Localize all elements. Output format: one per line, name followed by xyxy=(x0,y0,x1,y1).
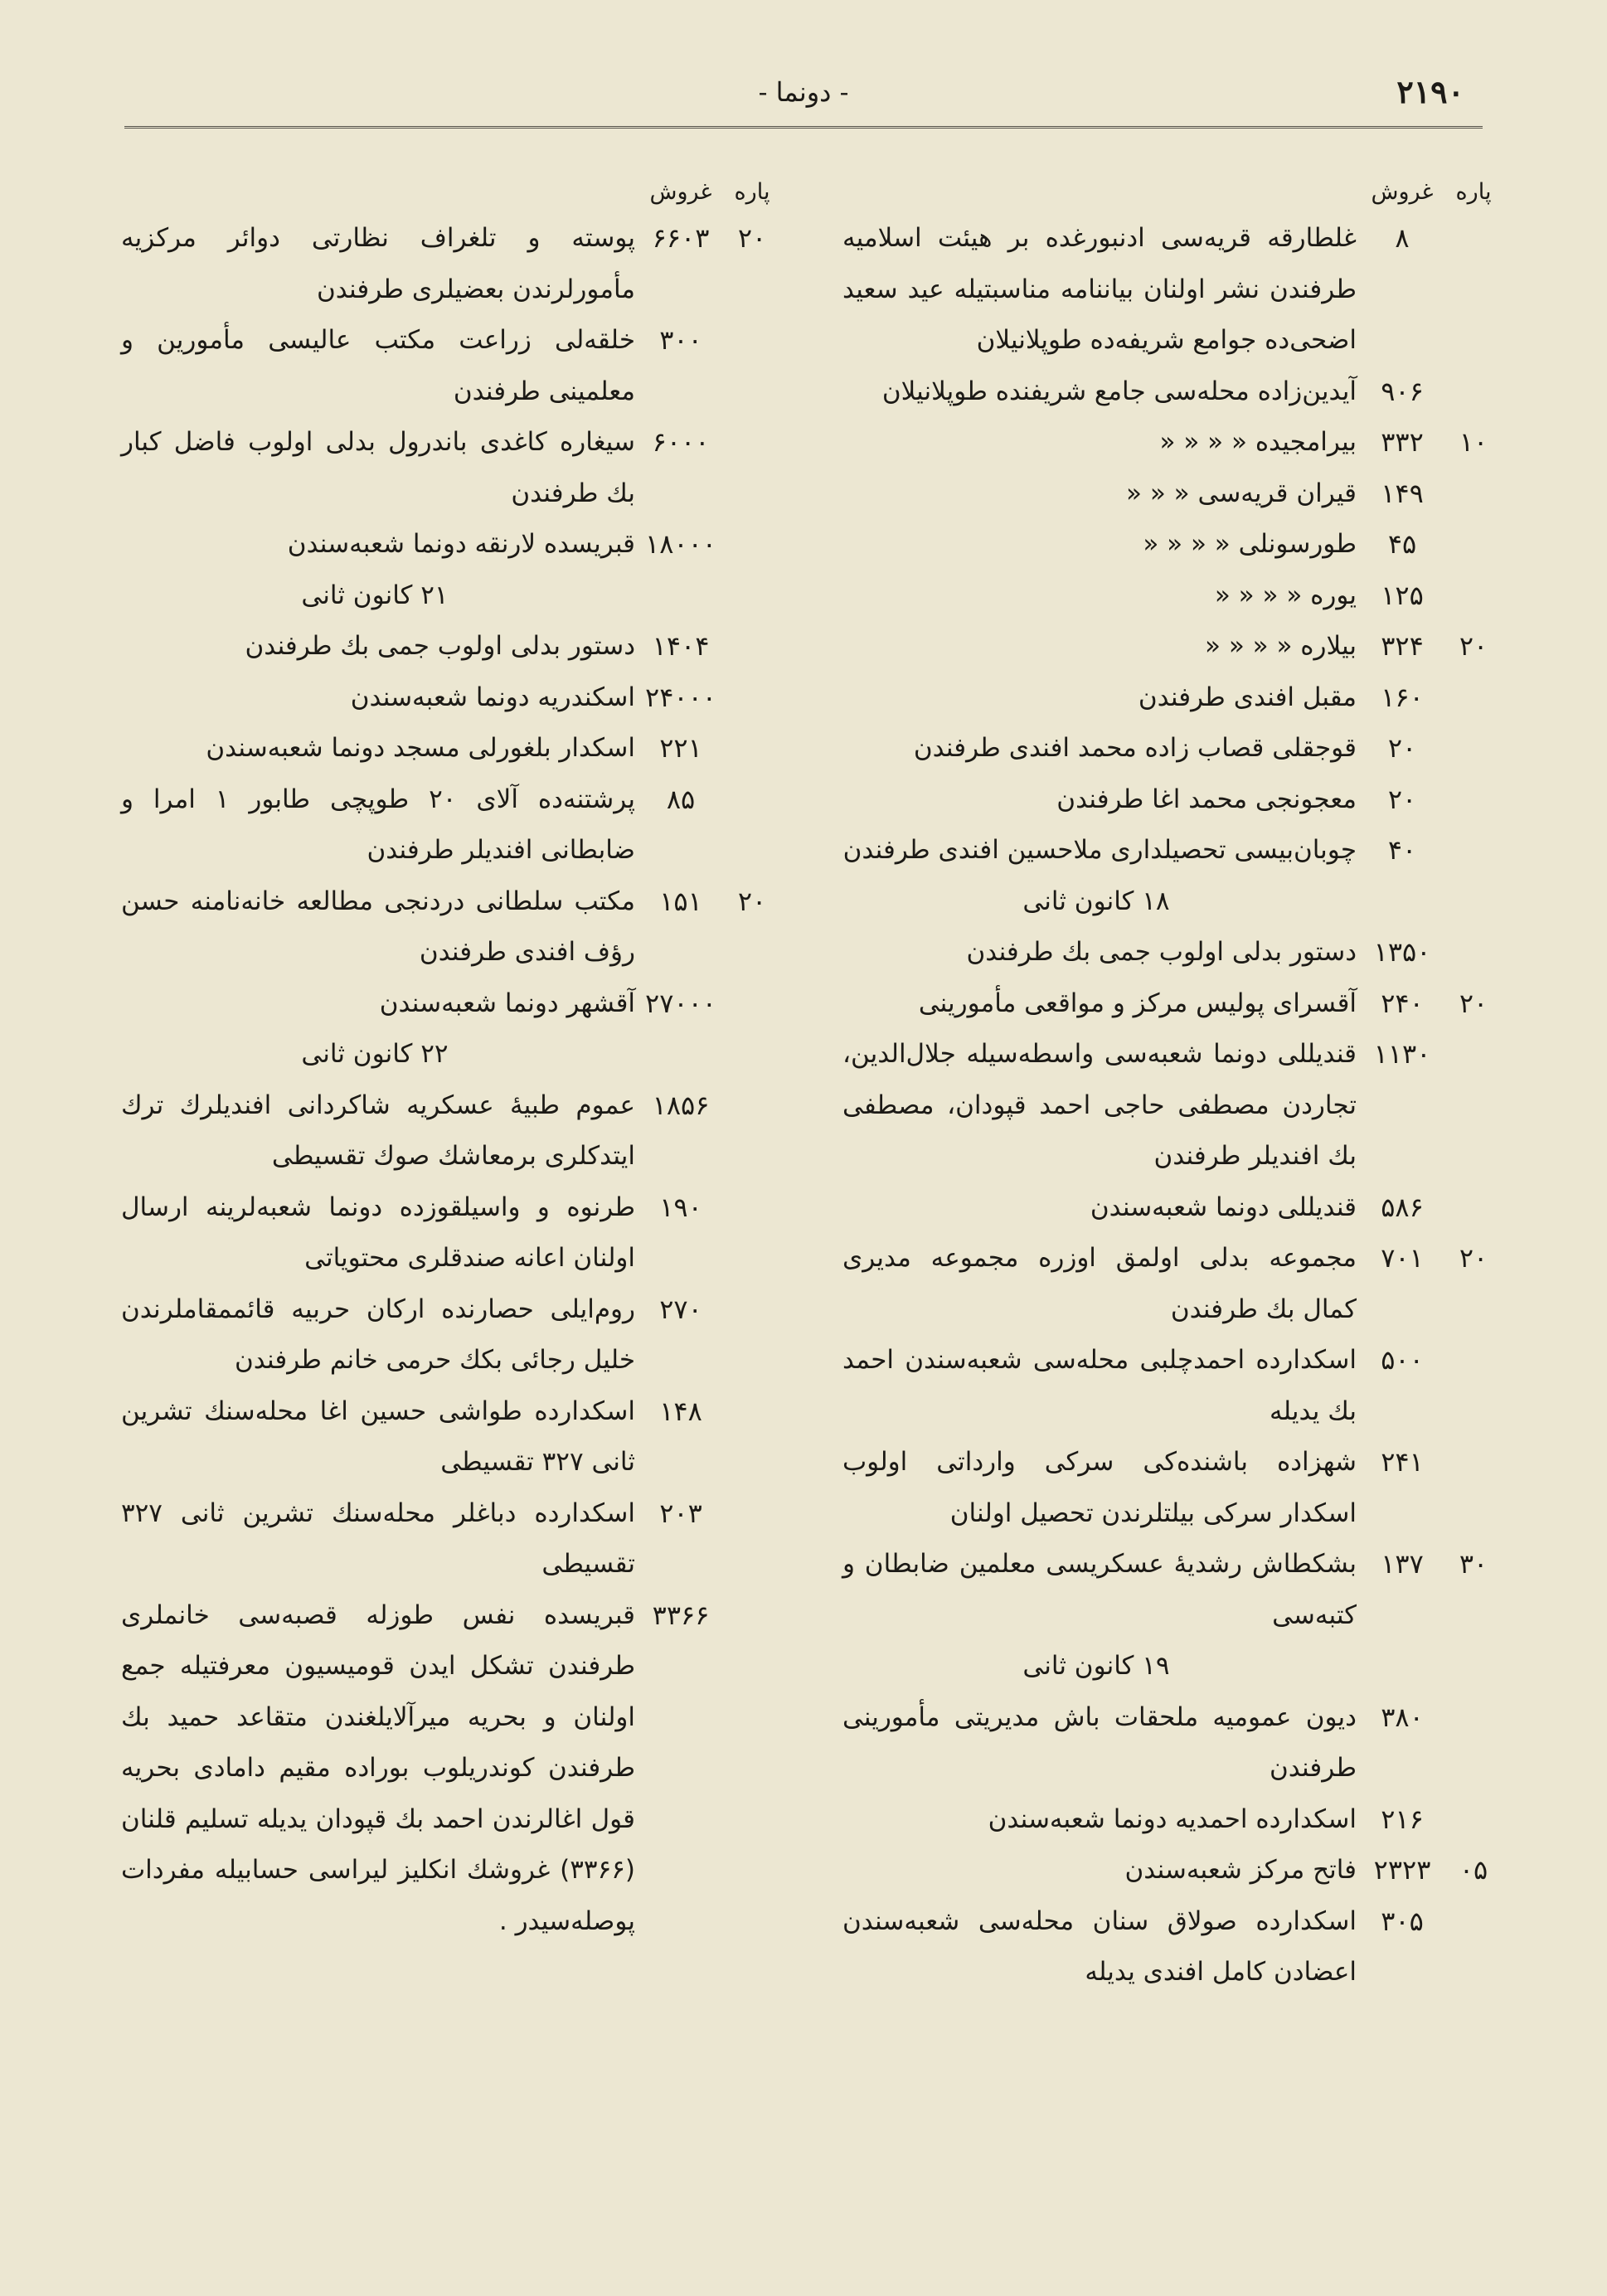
kurus-amount: ۲۳۲۳ xyxy=(1373,1854,1431,1886)
kurus-amount: ۱۳۷ xyxy=(1381,1548,1424,1580)
entry-description: عموم طبیهٔ عسکریه شاکردانی افندیلرك ترك ایتدکلری برمعاشك صوك تقسیطی xyxy=(121,1090,635,1171)
para-amount: ۲۰ xyxy=(1459,630,1488,662)
kurus-amount: ۳۳۶۶ xyxy=(652,1599,710,1631)
entry-description: طورسونلی « « « « xyxy=(1143,529,1357,559)
left-column-entries xyxy=(114,213,778,1947)
ledger-entry xyxy=(114,672,778,724)
entry-description: بشکطاش رشدیهٔ عسکریسی معلمین ضابطان و کتبه‌سی xyxy=(842,1549,1357,1630)
kurus-header: غروش xyxy=(1371,178,1434,205)
entry-description: غلطارقه قریه‌سی ادنبورغده بر هیئت اسلامیه طرفندن نشر اولنان بیاننامه مناسبتیله عید سعید اضحی‌ده جوامع شریفه‌ده طوپلانیلان xyxy=(842,223,1357,355)
date-heading: ۱۸ کانون ثانی xyxy=(1022,886,1170,916)
right-column xyxy=(836,170,1499,1998)
para-amount: ۲۰ xyxy=(1459,987,1488,1019)
ledger-entry xyxy=(114,1590,778,1948)
para-amount: ۲۰ xyxy=(737,885,767,917)
kurus-amount: ۳۲۴ xyxy=(1381,630,1424,662)
ledger-entry xyxy=(836,1692,1499,1794)
entry-description: اسکدارده طواشی حسین اغا محله‌سنك تشرین ثانی ۳۲۷ تقسیطی xyxy=(121,1396,635,1477)
kurus-amount: ۱۴۸ xyxy=(659,1395,702,1427)
entry-description: سیغاره کاغدی باندرول بدلی اولوب فاضل کبار بك طرفندن xyxy=(121,427,635,508)
ledger-entry xyxy=(836,1794,1499,1846)
ledger-entry xyxy=(114,1284,778,1386)
ledger-entry xyxy=(114,978,778,1030)
kurus-amount: ۱۵۱ xyxy=(659,885,702,917)
ledger-entry xyxy=(114,1386,778,1488)
date-heading: ۱۹ کانون ثانی xyxy=(1022,1651,1170,1681)
entry-description: قیران قریه‌سی « « « xyxy=(1126,478,1357,508)
ledger-entry xyxy=(836,825,1499,876)
page-number: ۲۱۹۰ xyxy=(1396,73,1464,110)
kurus-amount: ۲۷۰۰۰ xyxy=(645,987,716,1019)
entry-description: پرشتنه‌ده آلای ۲۰ طوپچی طابور ۱ امرا و ضابطانی افندیلر طرفندن xyxy=(121,784,635,865)
ledger-entry xyxy=(114,774,778,876)
kurus-amount: ۲۱۶ xyxy=(1381,1803,1424,1835)
entry-description: اسکدارده احمدیه دونما شعبه‌سندن xyxy=(988,1803,1357,1834)
para-amount: ۲۰ xyxy=(737,222,767,254)
kurus-amount: ۱۱۳۰ xyxy=(1373,1038,1431,1070)
kurus-amount: ۶۶۰۳ xyxy=(652,222,710,254)
kurus-amount: ۳۰۰ xyxy=(659,324,702,356)
kurus-amount: ۸۵ xyxy=(666,783,696,815)
header-rule xyxy=(124,126,1483,129)
kurus-amount: ۴۵ xyxy=(1387,528,1417,560)
entry-description: آقسرای پولیس مرکز و مواقعی مأمورینی xyxy=(918,988,1357,1018)
ledger-entry xyxy=(114,1182,778,1284)
page-header xyxy=(124,73,1483,123)
date-heading: ۲۲ کانون ثانی xyxy=(301,1039,449,1069)
entry-description: اسکدارده صولاق سنان محله‌سی شعبه‌سندن اعضادن کامل افندی یدیله xyxy=(842,1905,1357,1987)
ledger-entry xyxy=(836,978,1499,1030)
kurus-amount: ۱۹۰ xyxy=(659,1191,702,1223)
ledger-entry xyxy=(114,1488,778,1590)
entry-description: قبریسده لارنقه دونما شعبه‌سندن xyxy=(287,529,635,559)
ledger-entry xyxy=(836,1437,1499,1539)
ledger-entry xyxy=(114,315,778,417)
entry-description: روم‌ایلی حصارنده ارکان حربیه قائممقاملرندن خلیل رجائی بکك حرمی خانم طرفندن xyxy=(121,1294,635,1375)
entry-description: قندیللی دونما شعبه‌سندن xyxy=(1090,1192,1357,1222)
ledger-entry xyxy=(114,621,778,672)
entry-description: قندیللی دونما شعبه‌سی واسطه‌سیله جلال‌الدین، تجاردن مصطفی حاجی احمد قپودان، مصطفی بك افندیلر طرفندن xyxy=(842,1039,1357,1171)
ledger-entry xyxy=(836,672,1499,724)
para-amount: ۱۰ xyxy=(1459,426,1488,458)
ledger-entry xyxy=(836,1845,1499,1896)
kurus-amount: ۳۸۰ xyxy=(1381,1701,1424,1733)
ledger-entry xyxy=(836,468,1499,520)
right-column-entries xyxy=(836,213,1499,1998)
kurus-amount: ۸ xyxy=(1395,222,1410,254)
para-amount: ۲۰ xyxy=(1459,1242,1488,1274)
ledger-entry xyxy=(114,519,778,570)
ledger-entry xyxy=(836,774,1499,826)
ledger-entry xyxy=(114,213,778,315)
column-header xyxy=(114,170,778,213)
kurus-amount: ۲۷۰ xyxy=(659,1293,702,1325)
ledger-entry xyxy=(836,366,1499,418)
entry-description: فاتح مرکز شعبه‌سندن xyxy=(1124,1855,1357,1885)
ledger-entry xyxy=(836,213,1499,366)
kurus-amount: ۱۸۵۶ xyxy=(652,1089,710,1121)
entry-description: آقشهر دونما شعبه‌سندن xyxy=(379,988,635,1018)
kurus-amount: ۱۴۰۴ xyxy=(652,630,710,662)
kurus-amount: ۵۸۶ xyxy=(1381,1191,1424,1223)
left-column xyxy=(114,170,778,1947)
entry-description: اسکدارده دباغلر محله‌سنك تشرین ثانی ۳۲۷ تقسیطی xyxy=(121,1497,635,1579)
kurus-amount: ۵۰۰ xyxy=(1381,1344,1424,1376)
ledger-entry xyxy=(114,417,778,519)
running-head: - دونما - xyxy=(758,76,849,108)
para-header: پاره xyxy=(1455,178,1492,205)
kurus-amount: ۲۲۱ xyxy=(659,732,702,764)
ledger-entry xyxy=(836,519,1499,570)
entry-description: اسکدار بلغورلی مسجد دونما شعبه‌سندن xyxy=(206,733,635,763)
kurus-amount: ۱۴۹ xyxy=(1381,477,1424,509)
entry-description: آیدین‌زاده محله‌سی جامع شریفنده طوپلانیلان xyxy=(881,376,1357,406)
kurus-amount: ۳۰۵ xyxy=(1381,1905,1424,1937)
entry-description: یوره « « « « xyxy=(1214,580,1357,610)
ledger-entry xyxy=(836,1335,1499,1437)
ledger-entry xyxy=(836,417,1499,468)
para-amount: ۰۵ xyxy=(1459,1854,1488,1886)
entry-description: طرنوه و واسیلقوزده دونما شعبه‌لرینه ارسال اولنان اعانه صندقلری محتویاتی xyxy=(121,1192,635,1273)
kurus-amount: ۲۴۰۰۰ xyxy=(645,681,716,713)
entry-description: مکتب سلطانی دردنجی مطالعه خانه‌نامنه حسن رؤف افندی طرفندن xyxy=(121,886,635,967)
kurus-amount: ۷۰۱ xyxy=(1381,1242,1424,1274)
para-amount: ۳۰ xyxy=(1459,1548,1488,1580)
entry-description: پوسته و تلغراف نظارتی دوائر مرکزیه مأمورلرندن بعضیلری طرفندن xyxy=(121,223,635,304)
entry-description: بیرامجیده « « « « xyxy=(1159,427,1357,457)
kurus-amount: ۹۰۶ xyxy=(1381,375,1424,407)
ledger-entry xyxy=(114,723,778,774)
entry-description: اسکندریه دونما شعبه‌سندن xyxy=(350,682,635,712)
entry-description: چوبان‌بیسی تحصیلداری ملاحسین افندی طرفندن xyxy=(842,835,1357,865)
entry-description: قبریسده نفس طوزله قصبه‌سی خانملری طرفندن تشکل ایدن قومیسیون معرفتیله جمع اولنان و بحریه میرآلایلغندن متقاعد حمید بك طرفندن کوندریلوب بوراده مقیم دامادی بحریه قول اغالرندن احمد بك قپودان یدیله تسلیم قلنان (۳۳۶۶) غروشك انکلیز لیراسی حسابیله مفردات پوصله‌سیدر . xyxy=(121,1599,635,1936)
para-header: پاره xyxy=(734,178,770,205)
date-heading: ۲۱ کانون ثانی xyxy=(301,580,449,610)
entry-description: دستور بدلی اولوب جمی بك طرفندن xyxy=(245,631,635,661)
column-header xyxy=(836,170,1499,213)
ledger-entry xyxy=(836,1896,1499,1998)
entry-description: قوجقلی قصاب زاده محمد افندی طرفندن xyxy=(913,733,1357,763)
kurus-amount: ۲۰ xyxy=(1387,732,1417,764)
kurus-amount: ۲۴۰ xyxy=(1381,987,1424,1019)
ledger-entry xyxy=(836,927,1499,978)
entry-description: دیون عمومیه ملحقات باش مدیریتی مأمورینی طرفندن xyxy=(842,1701,1357,1783)
entry-description: مقبل افندی طرفندن xyxy=(1138,682,1357,712)
ledger-entry xyxy=(836,570,1499,622)
kurus-amount: ۲۴۱ xyxy=(1381,1446,1424,1478)
kurus-amount: ۱۳۵۰ xyxy=(1373,936,1431,968)
kurus-amount: ۲۰۳ xyxy=(659,1497,702,1529)
entry-description: مجموعه بدلی اولمق اوزره مجموعه مدیری کمال بك طرفندن xyxy=(842,1243,1357,1324)
ledger-entry xyxy=(836,621,1499,672)
ledger-entry xyxy=(836,1539,1499,1641)
kurus-amount: ۴۰ xyxy=(1387,834,1417,866)
entry-description: اسکدارده احمدچلبی محله‌سی شعبه‌سندن احمد بك یدیله xyxy=(842,1345,1357,1426)
entry-description: شهزاده باشنده‌کی سرکی وارداتی اولوب اسکدار سرکی بیلتلرندن تحصیل اولنان xyxy=(842,1447,1357,1528)
ledger-entry xyxy=(836,1182,1499,1234)
ledger-entry xyxy=(836,1029,1499,1182)
entry-description: بیلاره « « « « xyxy=(1205,631,1357,661)
ledger-entry xyxy=(114,876,778,978)
entry-description: دستور بدلی اولوب جمی بك طرفندن xyxy=(966,937,1357,967)
kurus-amount: ۱۶۰ xyxy=(1381,681,1424,713)
kurus-amount: ۲۰ xyxy=(1387,783,1417,815)
entry-description: معجونجی محمد اغا طرفندن xyxy=(1056,784,1357,814)
kurus-amount: ۱۸۰۰۰ xyxy=(645,528,716,560)
kurus-amount: ۶۰۰۰ xyxy=(652,426,710,458)
ledger-entry xyxy=(836,723,1499,774)
kurus-amount: ۱۲۵ xyxy=(1381,579,1424,611)
ledger-entry xyxy=(836,1233,1499,1335)
ledger-entry xyxy=(114,1080,778,1182)
kurus-amount: ۳۳۲ xyxy=(1381,426,1424,458)
kurus-header: غروش xyxy=(649,178,712,205)
entry-description: خلقه‌لی زراعت مکتب عالیسی مأمورین و معلمینی طرفندن xyxy=(121,325,635,406)
